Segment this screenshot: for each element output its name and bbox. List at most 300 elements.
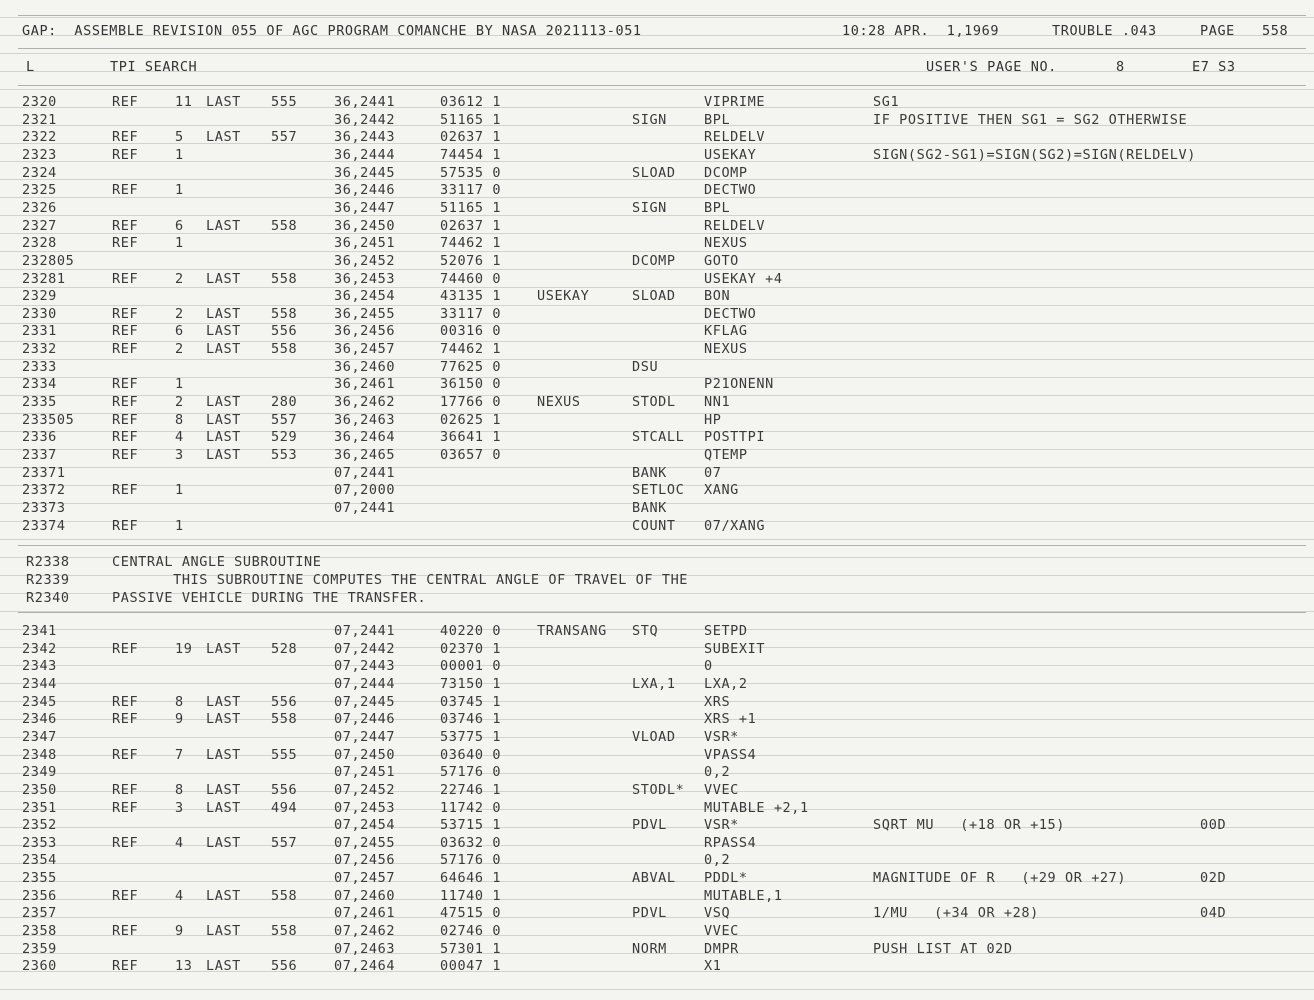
cell-word: 17766 0: [440, 394, 502, 411]
cell-addr: 07,2463: [334, 940, 396, 957]
cell-lp: 555: [271, 746, 298, 763]
cell-addr: 07,2450: [334, 746, 396, 763]
cell-addr: 36,2454: [334, 288, 396, 305]
cell-operand: QTEMP: [704, 447, 748, 463]
remark-number: R2340: [26, 590, 70, 606]
cell-lp: 558: [271, 887, 298, 904]
cell-operand: BON: [704, 288, 731, 305]
cell-n: 2335: [22, 394, 57, 411]
cell-word: 51165 1: [440, 111, 502, 128]
cell-addr: 07,2441: [334, 623, 396, 639]
cell-addr: 07,2464: [334, 958, 396, 975]
cell-ref: REF: [112, 746, 139, 763]
cell-n: 2347: [22, 728, 57, 745]
cell-word: 51165 1: [440, 199, 502, 216]
cell-op: BANK: [632, 464, 667, 481]
cell-n: 2343: [22, 658, 57, 675]
cell-last: LAST: [206, 781, 241, 798]
cell-rn: 8: [175, 411, 184, 428]
cell-n: 2331: [22, 323, 57, 340]
cell-word: 00001 0: [440, 658, 502, 675]
cell-word: 03612 1: [440, 94, 502, 110]
cell-operand: DECTWO: [704, 305, 757, 322]
cell-op: VLOAD: [632, 728, 676, 745]
cell-rn: 2: [175, 341, 184, 358]
cell-word: 11740 1: [440, 887, 502, 904]
cell-last: LAST: [206, 217, 241, 234]
remark-text: CENTRAL ANGLE SUBROUTINE: [112, 554, 322, 570]
cell-operand: NEXUS: [704, 235, 748, 252]
cell-operand: 07/XANG: [704, 517, 766, 534]
remark-text: PASSIVE VEHICLE DURING THE TRANSFER.: [112, 590, 427, 606]
cell-operand: XRS +1: [704, 711, 757, 728]
cell-word: 52076 1: [440, 252, 502, 269]
cell-addr: 07,2441: [334, 499, 396, 516]
cell-addr: 07,2443: [334, 658, 396, 675]
cell-last: LAST: [206, 323, 241, 340]
cell-addr: 07,2453: [334, 799, 396, 816]
cell-addr: 07,2457: [334, 870, 396, 887]
cell-operand: USEKAY: [704, 146, 757, 163]
cell-last: LAST: [206, 270, 241, 287]
cell-rn: 5: [175, 129, 184, 146]
cell-rn: 1: [175, 182, 184, 199]
cell-addr: 07,2452: [334, 781, 396, 798]
cell-word: 03657 0: [440, 447, 502, 463]
cell-word: 47515 0: [440, 905, 502, 922]
cell-op: DSU: [632, 358, 659, 375]
cell-comment: SQRT MU (+18 OR +15): [873, 817, 1066, 834]
cell-ref: REF: [112, 799, 139, 816]
cell-last: LAST: [206, 799, 241, 816]
cell-op: SIGN: [632, 199, 667, 216]
cell-label: NEXUS: [537, 394, 581, 411]
cell-last: LAST: [206, 94, 241, 110]
cell-n: 2359: [22, 940, 57, 957]
cell-last: LAST: [206, 429, 241, 446]
cell-ref: REF: [112, 341, 139, 358]
cell-n: 2350: [22, 781, 57, 798]
cell-n: 2333: [22, 358, 57, 375]
cell-operand: LXA,2: [704, 675, 748, 692]
cell-op: STCALL: [632, 429, 685, 446]
cell-word: 02637 1: [440, 129, 502, 146]
cell-addr: 36,2450: [334, 217, 396, 234]
cell-n: 2327: [22, 217, 57, 234]
cell-word: 43135 1: [440, 288, 502, 305]
cell-addr: 07,2454: [334, 817, 396, 834]
cell-n: 2358: [22, 923, 57, 940]
cell-lp: 558: [271, 711, 298, 728]
cell-word: 11742 0: [440, 799, 502, 816]
cell-n: 2357: [22, 905, 57, 922]
cell-comment: IF POSITIVE THEN SG1 = SG2 OTHERWISE: [873, 111, 1188, 128]
cell-last: LAST: [206, 411, 241, 428]
cell-rn: 1: [175, 376, 184, 393]
cell-lp: 558: [271, 270, 298, 287]
cell-tail: 02D: [1200, 870, 1227, 887]
cell-word: 36150 0: [440, 376, 502, 393]
cell-addr: 07,2444: [334, 675, 396, 692]
cell-rn: 1: [175, 146, 184, 163]
cell-operand: RELDELV: [704, 129, 766, 146]
cell-rn: 6: [175, 323, 184, 340]
cell-rn: 8: [175, 693, 184, 710]
cell-rn: 2: [175, 305, 184, 322]
cell-n: 2346: [22, 711, 57, 728]
cell-last: LAST: [206, 129, 241, 146]
cell-ref: REF: [112, 834, 139, 851]
cell-operand: 0: [704, 658, 713, 675]
cell-addr: 36,2464: [334, 429, 396, 446]
cell-last: LAST: [206, 746, 241, 763]
cell-operand: GOTO: [704, 252, 739, 269]
cell-operand: NEXUS: [704, 341, 748, 358]
cell-n: 2326: [22, 199, 57, 216]
cell-word: 53775 1: [440, 728, 502, 745]
cell-rn: 8: [175, 781, 184, 798]
cell-addr: 36,2465: [334, 447, 396, 463]
cell-n: 2334: [22, 376, 57, 393]
cell-operand: USEKAY +4: [704, 270, 783, 287]
cell-rn: 3: [175, 447, 184, 463]
cell-word: 02625 1: [440, 411, 502, 428]
cell-op: PDVL: [632, 817, 667, 834]
cell-operand: SETPD: [704, 623, 748, 639]
cell-ref: REF: [112, 323, 139, 340]
cell-ref: REF: [112, 182, 139, 199]
cell-rn: 19: [175, 640, 193, 657]
cell-ref: REF: [112, 411, 139, 428]
cell-op: COUNT: [632, 517, 676, 534]
cell-ref: REF: [112, 958, 139, 975]
subheader-code: E7 S3: [1192, 59, 1236, 75]
cell-op: ABVAL: [632, 870, 676, 887]
cell-addr: 36,2457: [334, 341, 396, 358]
cell-last: LAST: [206, 305, 241, 322]
cell-word: 77625 0: [440, 358, 502, 375]
cell-n: 23372: [22, 482, 66, 499]
cell-n: 233505: [22, 411, 75, 428]
cell-n: 2325: [22, 182, 57, 199]
cell-lp: 557: [271, 129, 298, 146]
cell-word: 57176 0: [440, 852, 502, 869]
cell-n: 2348: [22, 746, 57, 763]
cell-addr: 07,2455: [334, 834, 396, 851]
cell-rn: 1: [175, 482, 184, 499]
cell-addr: 36,2463: [334, 411, 396, 428]
cell-rn: 4: [175, 834, 184, 851]
cell-n: 2352: [22, 817, 57, 834]
cell-word: 57301 1: [440, 940, 502, 957]
divider-line: [18, 612, 1306, 613]
cell-addr: 36,2461: [334, 376, 396, 393]
cell-word: 02370 1: [440, 640, 502, 657]
cell-op: STQ: [632, 623, 659, 639]
cell-n: 23371: [22, 464, 66, 481]
cell-word: 36641 1: [440, 429, 502, 446]
cell-addr: 36,2451: [334, 235, 396, 252]
cell-rn: 4: [175, 429, 184, 446]
cell-operand: HP: [704, 411, 722, 428]
cell-last: LAST: [206, 693, 241, 710]
cell-operand: XANG: [704, 482, 739, 499]
cell-ref: REF: [112, 887, 139, 904]
cell-lp: 556: [271, 958, 298, 975]
cell-operand: VPASS4: [704, 746, 757, 763]
cell-word: 33117 0: [440, 305, 502, 322]
cell-word: 02637 1: [440, 217, 502, 234]
cell-word: 03745 1: [440, 693, 502, 710]
cell-n: 2320: [22, 94, 57, 110]
cell-ref: REF: [112, 217, 139, 234]
header-timestamp: 10:28 APR. 1,1969: [842, 23, 1000, 39]
cell-last: LAST: [206, 923, 241, 940]
cell-n: 23281: [22, 270, 66, 287]
cell-lp: 556: [271, 693, 298, 710]
cell-addr: 36,2462: [334, 394, 396, 411]
cell-lp: 557: [271, 834, 298, 851]
cell-n: 23374: [22, 517, 66, 534]
divider-line: [18, 48, 1306, 49]
cell-n: 2332: [22, 341, 57, 358]
cell-addr: 36,2444: [334, 146, 396, 163]
cell-ref: REF: [112, 129, 139, 146]
cell-word: 22746 1: [440, 781, 502, 798]
header-page-number: 558: [1262, 23, 1289, 39]
cell-operand: MUTABLE,1: [704, 887, 783, 904]
cell-word: 74462 1: [440, 235, 502, 252]
cell-lp: 556: [271, 323, 298, 340]
cell-n: 2323: [22, 146, 57, 163]
cell-last: LAST: [206, 834, 241, 851]
cell-n: 2329: [22, 288, 57, 305]
cell-rn: 11: [175, 94, 193, 110]
cell-ref: REF: [112, 693, 139, 710]
cell-addr: 36,2443: [334, 129, 396, 146]
cell-word: 00316 0: [440, 323, 502, 340]
remark-number: R2339: [26, 572, 70, 588]
cell-operand: VIPRIME: [704, 94, 766, 110]
cell-operand: VSQ: [704, 905, 731, 922]
cell-operand: VVEC: [704, 923, 739, 940]
cell-n: 2342: [22, 640, 57, 657]
cell-n: 2345: [22, 693, 57, 710]
cell-rn: 7: [175, 746, 184, 763]
cell-ref: REF: [112, 394, 139, 411]
cell-lp: 494: [271, 799, 298, 816]
cell-lp: 555: [271, 94, 298, 110]
cell-comment: SG1: [873, 94, 900, 110]
cell-ref: REF: [112, 517, 139, 534]
divider-line: [18, 15, 1306, 16]
cell-rn: 2: [175, 394, 184, 411]
cell-rn: 9: [175, 711, 184, 728]
cell-op: SIGN: [632, 111, 667, 128]
cell-lp: 556: [271, 781, 298, 798]
cell-ref: REF: [112, 429, 139, 446]
cell-n: 2321: [22, 111, 57, 128]
cell-lp: 280: [271, 394, 298, 411]
cell-lp: 553: [271, 447, 298, 463]
cell-addr: 07,2461: [334, 905, 396, 922]
cell-last: LAST: [206, 640, 241, 657]
cell-lp: 529: [271, 429, 298, 446]
cell-tail: 00D: [1200, 817, 1227, 834]
cell-ref: REF: [112, 640, 139, 657]
cell-addr: 36,2455: [334, 305, 396, 322]
cell-comment: SIGN(SG2-SG1)=SIGN(SG2)=SIGN(RELDELV): [873, 146, 1196, 163]
cell-n: 2349: [22, 764, 57, 781]
cell-operand: KFLAG: [704, 323, 748, 340]
cell-word: 02746 0: [440, 923, 502, 940]
cell-addr: 07,2441: [334, 464, 396, 481]
subheader-users-page-number: 8: [1116, 59, 1125, 75]
header-page-label: PAGE: [1200, 23, 1235, 39]
cell-lp: 528: [271, 640, 298, 657]
cell-n: 2355: [22, 870, 57, 887]
cell-n: 2322: [22, 129, 57, 146]
cell-word: 40220 0: [440, 623, 502, 639]
cell-operand: NN1: [704, 394, 731, 411]
cell-n: 2344: [22, 675, 57, 692]
cell-rn: 1: [175, 235, 184, 252]
cell-tail: 04D: [1200, 905, 1227, 922]
cell-word: 73150 1: [440, 675, 502, 692]
cell-rn: 6: [175, 217, 184, 234]
cell-op: SLOAD: [632, 164, 676, 181]
cell-word: 74454 1: [440, 146, 502, 163]
cell-last: LAST: [206, 447, 241, 463]
cell-operand: SUBEXIT: [704, 640, 766, 657]
cell-addr: 07,2000: [334, 482, 396, 499]
cell-addr: 36,2445: [334, 164, 396, 181]
cell-n: 2337: [22, 447, 57, 463]
cell-word: 03746 1: [440, 711, 502, 728]
cell-n: 23373: [22, 499, 66, 516]
cell-addr: 36,2452: [334, 252, 396, 269]
cell-rn: 2: [175, 270, 184, 287]
cell-operand: DCOMP: [704, 164, 748, 181]
cell-last: LAST: [206, 711, 241, 728]
cell-n: 2336: [22, 429, 57, 446]
cell-ref: REF: [112, 447, 139, 463]
cell-word: 57535 0: [440, 164, 502, 181]
cell-last: LAST: [206, 394, 241, 411]
cell-addr: 36,2453: [334, 270, 396, 287]
cell-op: PDVL: [632, 905, 667, 922]
cell-operand: P21ONENN: [704, 376, 774, 393]
cell-ref: REF: [112, 711, 139, 728]
cell-addr: 36,2460: [334, 358, 396, 375]
cell-addr: 07,2456: [334, 852, 396, 869]
subheader-left: L: [26, 59, 35, 75]
cell-lp: 558: [271, 305, 298, 322]
cell-operand: RELDELV: [704, 217, 766, 234]
cell-n: 2356: [22, 887, 57, 904]
cell-n: 2351: [22, 799, 57, 816]
cell-operand: BPL: [704, 199, 731, 216]
cell-addr: 07,2462: [334, 923, 396, 940]
cell-ref: REF: [112, 305, 139, 322]
cell-ref: REF: [112, 146, 139, 163]
cell-last: LAST: [206, 341, 241, 358]
cell-operand: DMPR: [704, 940, 739, 957]
cell-lp: 558: [271, 217, 298, 234]
cell-n: 2328: [22, 235, 57, 252]
cell-word: 00047 1: [440, 958, 502, 975]
cell-n: 2324: [22, 164, 57, 181]
subheader-section: TPI SEARCH: [110, 59, 198, 75]
cell-label: TRANSANG: [537, 623, 607, 639]
divider-line: [18, 85, 1306, 86]
cell-ref: REF: [112, 923, 139, 940]
cell-operand: VSR*: [704, 817, 739, 834]
cell-rn: 1: [175, 517, 184, 534]
cell-operand: X1: [704, 958, 722, 975]
cell-word: 03632 0: [440, 834, 502, 851]
cell-ref: REF: [112, 94, 139, 110]
cell-addr: 07,2442: [334, 640, 396, 657]
cell-word: 33117 0: [440, 182, 502, 199]
cell-operand: BPL: [704, 111, 731, 128]
cell-rn: 4: [175, 887, 184, 904]
cell-operand: VSR*: [704, 728, 739, 745]
cell-n: 2330: [22, 305, 57, 322]
cell-comment: PUSH LIST AT 02D: [873, 940, 1013, 957]
cell-rn: 13: [175, 958, 193, 975]
cell-operand: XRS: [704, 693, 731, 710]
cell-op: DCOMP: [632, 252, 676, 269]
remark-number: R2338: [26, 554, 70, 570]
cell-comment: 1/MU (+34 OR +28): [873, 905, 1039, 922]
cell-op: STODL: [632, 394, 676, 411]
cell-n: 2360: [22, 958, 57, 975]
cell-op: LXA,1: [632, 675, 676, 692]
cell-op: NORM: [632, 940, 667, 957]
cell-n: 232805: [22, 252, 75, 269]
cell-op: STODL*: [632, 781, 685, 798]
cell-addr: 36,2456: [334, 323, 396, 340]
cell-operand: PDDL*: [704, 870, 748, 887]
cell-word: 03640 0: [440, 746, 502, 763]
cell-addr: 07,2445: [334, 693, 396, 710]
cell-ref: REF: [112, 482, 139, 499]
cell-rn: 9: [175, 923, 184, 940]
cell-lp: 557: [271, 411, 298, 428]
cell-addr: 07,2447: [334, 728, 396, 745]
cell-word: 74462 1: [440, 341, 502, 358]
cell-label: USEKAY: [537, 288, 590, 305]
cell-lp: 558: [271, 341, 298, 358]
cell-operand: 07: [704, 464, 722, 481]
subheader-users-page: USER'S PAGE NO.: [926, 59, 1057, 75]
cell-op: SLOAD: [632, 288, 676, 305]
cell-operand: 0,2: [704, 852, 731, 869]
header-trouble: TROUBLE .043: [1052, 23, 1157, 39]
cell-op: BANK: [632, 499, 667, 516]
cell-n: 2354: [22, 852, 57, 869]
cell-comment: MAGNITUDE OF R (+29 OR +27): [873, 870, 1127, 887]
cell-addr: 36,2446: [334, 182, 396, 199]
cell-ref: REF: [112, 270, 139, 287]
cell-operand: DECTWO: [704, 182, 757, 199]
cell-addr: 36,2442: [334, 111, 396, 128]
cell-ref: REF: [112, 235, 139, 252]
cell-word: 57176 0: [440, 764, 502, 781]
cell-operand: 0,2: [704, 764, 731, 781]
cell-last: LAST: [206, 887, 241, 904]
